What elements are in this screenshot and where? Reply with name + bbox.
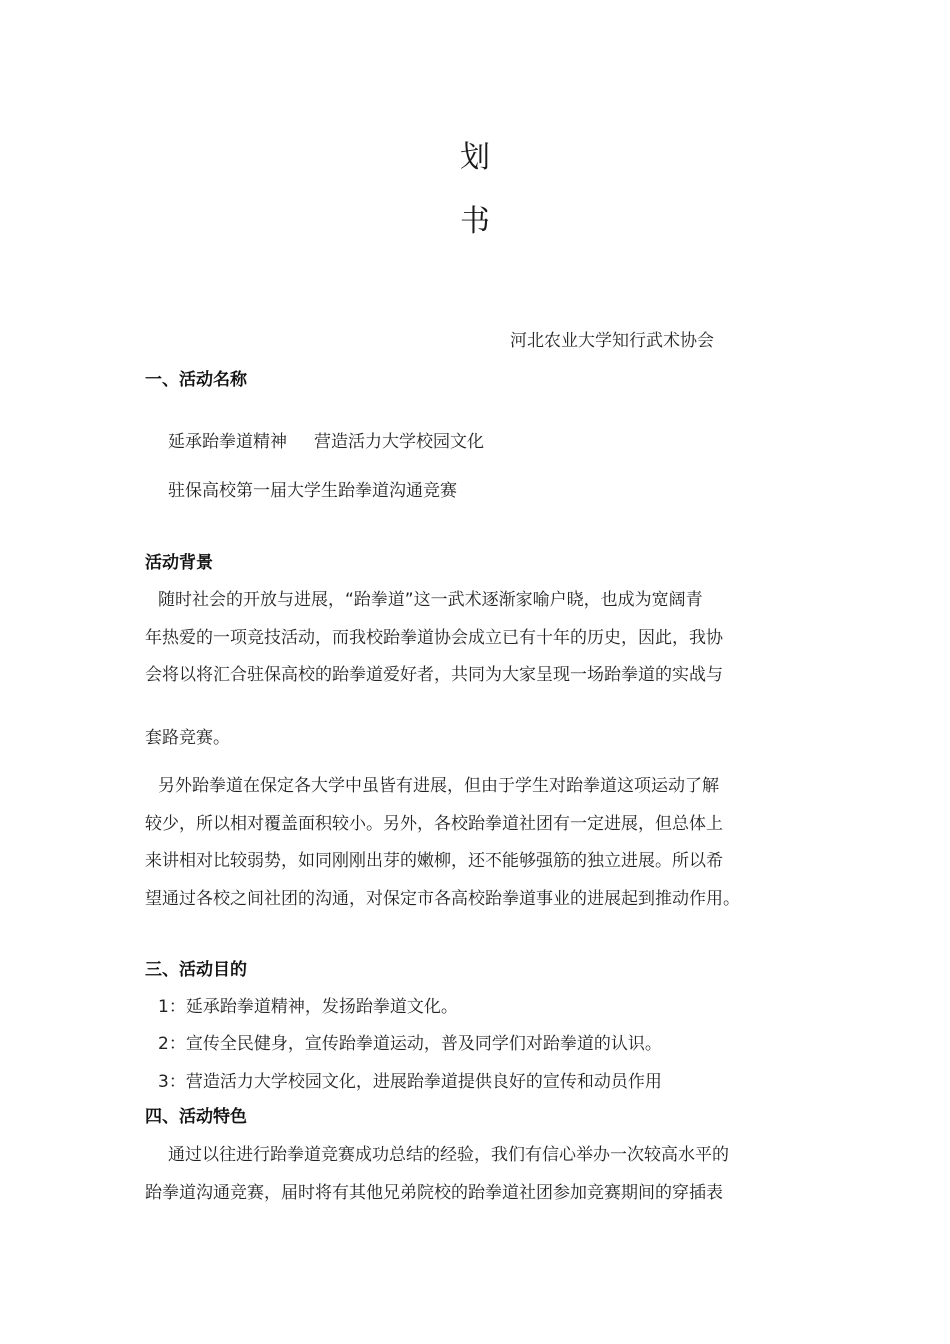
title-char-2: 书 xyxy=(460,204,490,239)
background-line: 来讲相对比较弱势，如同刚刚出芽的嫩柳，还不能够强筋的独立进展。所以希 xyxy=(145,851,723,871)
feature-line: 跆拳道沟通竞赛，届时将有其他兄弟院校的跆拳道社团参加竞赛期间的穿插表 xyxy=(145,1183,723,1203)
background-line: 望通过各校之间社团的沟通，对保定市各高校跆拳道事业的进展起到推动作用。 xyxy=(145,889,740,909)
purpose-item: 3：营造活力大学校园文化，进展跆拳道提供良好的宣传和动员作用 xyxy=(158,1072,662,1092)
purpose-item: 1：延承跆拳道精神，发扬跆拳道文化。 xyxy=(158,997,458,1017)
section-1-heading: 一、活动名称 xyxy=(145,370,247,390)
feature-line: 通过以往进行跆拳道竞赛成功总结的经验，我们有信心举办一次较高水平的 xyxy=(168,1145,729,1165)
section-2-heading: 活动背景 xyxy=(145,553,213,573)
purpose-item: 2：宣传全民健身，宣传跆拳道运动，普及同学们对跆拳道的认识。 xyxy=(158,1034,662,1054)
organization-name: 河北农业大学知行武术协会 xyxy=(510,331,714,351)
activity-name-line: 驻保高校第一届大学生跆拳道沟通竞赛 xyxy=(168,481,457,501)
title-char-1: 划 xyxy=(460,140,490,175)
background-line: 另外跆拳道在保定各大学中虽皆有进展，但由于学生对跆拳道这项运动了解 xyxy=(158,776,719,796)
background-line: 套路竞赛。 xyxy=(145,728,230,748)
background-line: 较少，所以相对覆盖面积较小。另外，各校跆拳道社团有一定进展，但总体上 xyxy=(145,814,723,834)
section-3-heading: 三、活动目的 xyxy=(145,960,247,980)
background-line: 会将以将汇合驻保高校的跆拳道爱好者，共同为大家呈现一场跆拳道的实战与 xyxy=(145,665,723,685)
background-line: 随时社会的开放与进展，“跆拳道”这一武术逐渐家喻户晓，也成为宽阔青 xyxy=(158,590,703,610)
background-line: 年热爱的一项竞技活动，而我校跆拳道协会成立已有十年的历史，因此，我协 xyxy=(145,628,723,648)
activity-name-line: 延承跆拳道精神 营造活力大学校园文化 xyxy=(168,432,485,452)
section-4-heading: 四、活动特色 xyxy=(145,1107,247,1127)
